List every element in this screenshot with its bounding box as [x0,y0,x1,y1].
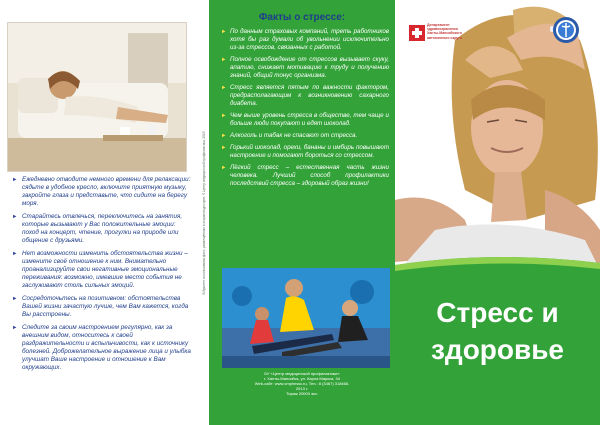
left-panel [0,0,200,425]
contact-line: Web-сайт: www.cmphmao.ru, Тел.: 8 (3467) 318466. [254,381,350,386]
facts-title: Факты о стрессе: [258,12,346,23]
list-item: ► Старайтесь отвлечься, переключитесь на занятия, которые вызывают у Вас положительные эмоции: поход на концерт, чтение, прогулки на природе или общение с друзьями. [12,213,192,245]
list-item: ► Алкоголь и табак не спасают от стресса. [221,132,389,140]
relaxation-tips-list [12,176,192,377]
list-item: ► Стресс является пятым по важности фактором, предрасполагающим к возникновению сахарного диабета. [221,84,389,108]
cover-title-line1: Стресс и [436,297,559,328]
fitness-class-photo [222,268,390,368]
list-item: ► Сосредоточьтесь на позитивном: обстоятельства Вашей жизни зачастую лучше, чем Вам кажется, когда Вы расстроены. [12,295,192,319]
credits-text: В буклете использованы фото, размещённые в открытом доступе. © Центр медицинской профилактики, 2013 [202,130,206,295]
list-item: ► Следите за своим настроением регулярно, как за внешним видом, относитесь к своей раздражительности и вспыльчивости, как к источнику болезней. Доброжелательное выражение лица и улыбка улучшат Ваше настроение и отношение к Вам окружающих. [12,324,192,372]
list-item: ► Полное освобождение от стрессов вызывает скуку, апатию, снижает мотивацию к труду и получению знаний, общий тонус организма. [221,56,389,80]
relaxing-woman-photo [7,22,187,172]
cover-panel [395,0,600,425]
list-item: ► Нет возможности изменить обстоятельства жизни – измените своё отношение к ним. Внимательно проанализируйте свои негативные эмоциональные переживания: возможно, имевшие место события не заслуживают столь сильных эмоций. [12,250,192,290]
vertical-credits-strip [199,0,209,425]
health-department-logo [409,23,463,53]
contact-line: БУ «Центр медицинской профилактики» [264,371,340,376]
list-item: ► Чем выше уровень стресса в обществе, тем чаще и больше люди покупают и едят шоколад. [221,112,389,128]
contact-line: г. Ханты-Мансийск, ул. Карла Маркса, 34 [264,376,340,381]
list-item: ► По данным страховых компаний, треть работников хотя бы раз думали об увольнении исключительно из-за стрессов, связанных с работой. [221,28,389,52]
contact-line: Тираж 20000 экз. [286,391,318,396]
list-item: ► Горький шоколад, орехи, бананы и имбирь повышают настроение и помогают бороться со стрессом. [221,144,389,160]
contact-line: 2013 г. [295,386,309,391]
list-item: ► Лёгкий стресс – естественная часть жизни человека. Лучший способ профилактики последствий стресса – здоровый образ жизни! [221,164,389,188]
medical-emblem-icon [552,16,580,44]
middle-panel [209,0,395,425]
logo-caption: Департамент здравоохранения Ханты-Мансийского автономного округа [427,23,462,40]
stress-facts-list [221,28,389,192]
list-item: ► Ежедневно отводите немного времени для релаксации: сядьте в удобное кресло, включите приятную музыку, закройте глаза и представьте, что сидите на берегу моря. [12,176,192,208]
publisher-contact [209,371,395,396]
cover-title-line2: здоровье [431,334,564,365]
